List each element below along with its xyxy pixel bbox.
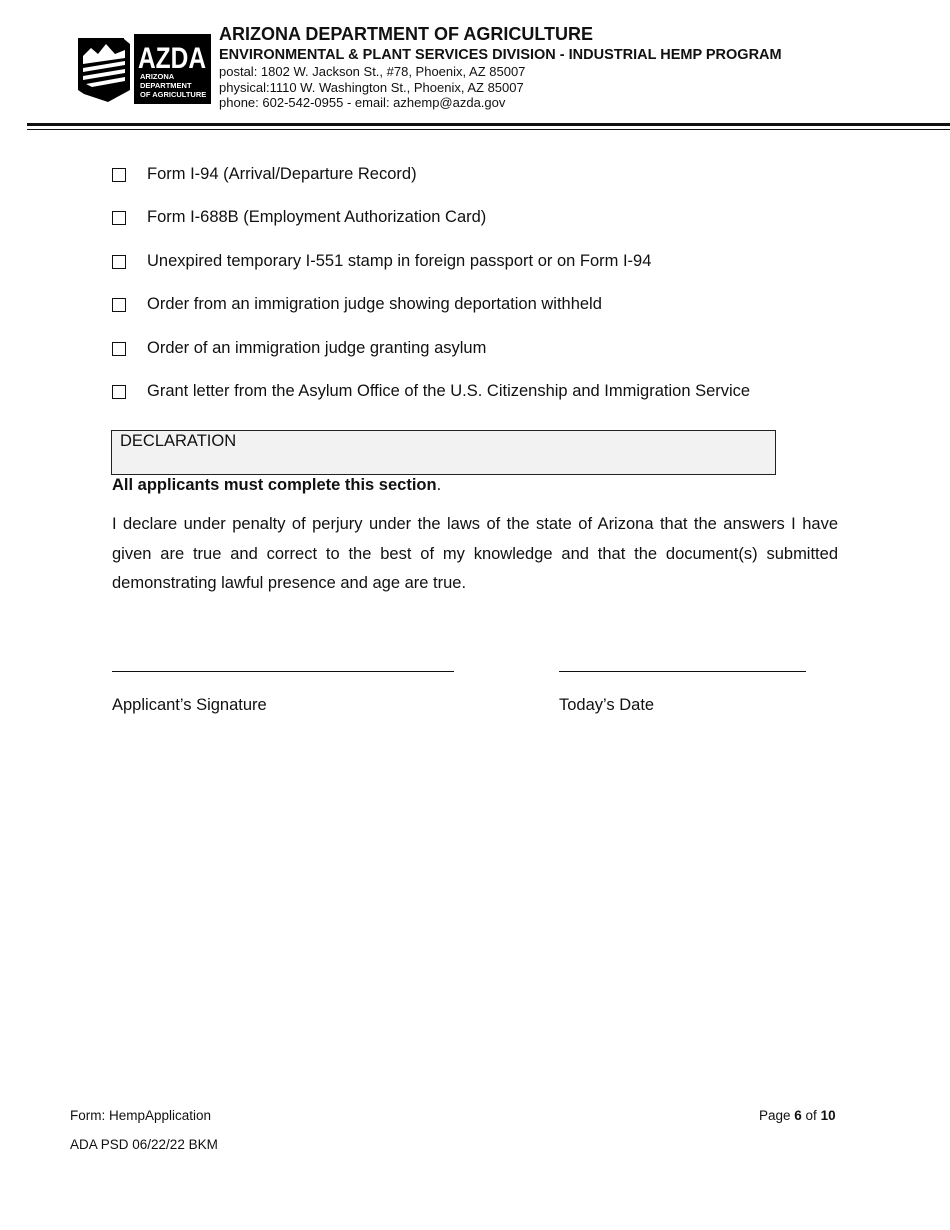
logo-text: AZDA — [138, 42, 206, 75]
footer-revision: ADA PSD 06/22/22 BKM — [70, 1137, 218, 1152]
checkbox-label: Form I-688B (Employment Authorization Card) — [147, 208, 487, 226]
requirement-bold: All applicants must complete this section — [112, 476, 437, 494]
page-number — [759, 1108, 836, 1123]
declaration-requirement — [112, 476, 441, 495]
contact-info: phone: 602-542-0955 - email: azhemp@azda.gov — [219, 95, 506, 111]
logo-subtext-1: ARIZONA — [140, 72, 175, 81]
header-rule-thin — [27, 129, 950, 130]
postal-address: postal: 1802 W. Jackson St., #78, Phoenix, AZ 85007 — [219, 63, 526, 79]
date-label: Today’s Date — [559, 696, 655, 714]
declaration-text: I declare under penalty of perjury under the laws of the state of Arizona that the answers I have given are true and correct to the best of my knowledge and that the document(s) submitted demonstrating lawful presence and age are true. — [112, 515, 838, 592]
checkbox-label: Form I-94 (Arrival/Departure Record) — [147, 165, 417, 183]
footer-form-label: Form: HempApplication — [70, 1108, 212, 1123]
checkbox[interactable] — [112, 385, 126, 399]
logo-subtext-3: OF AGRICULTURE — [140, 90, 207, 99]
page-of: of — [801, 1108, 821, 1123]
checkbox-label: Order of an immigration judge granting asylum — [147, 339, 487, 357]
page-current: 6 — [794, 1108, 802, 1123]
division-name: ENVIRONMENTAL & PLANT SERVICES DIVISION - INDUSTRIAL HEMP PROGRAM — [219, 46, 782, 63]
physical-address: physical:1110 W. Washington St., Phoenix, AZ 85007 — [219, 79, 524, 95]
checkbox-label: Grant letter from the Asylum Office of the U.S. Citizenship and Immigration Service — [147, 382, 751, 400]
azda-logo — [74, 34, 211, 104]
signature-label: Applicant’s Signature — [112, 696, 267, 714]
letterhead — [219, 24, 782, 111]
checkbox-label: Order from an immigration judge showing deportation withheld — [147, 295, 602, 313]
page-total: 10 — [820, 1108, 836, 1123]
logo-subtext-2: DEPARTMENT — [140, 81, 192, 90]
signature-line[interactable] — [112, 671, 454, 672]
checkbox[interactable] — [112, 168, 126, 182]
checkbox[interactable] — [112, 298, 126, 312]
checkbox[interactable] — [112, 342, 126, 356]
date-line[interactable] — [559, 671, 806, 672]
org-name: ARIZONA DEPARTMENT OF AGRICULTURE — [219, 24, 593, 44]
requirement-end: . — [436, 476, 442, 494]
checkbox-label: Unexpired temporary I-551 stamp in foreign passport or on Form I-94 — [147, 252, 652, 270]
page-prefix: Page — [759, 1108, 795, 1123]
checkbox[interactable] — [112, 255, 126, 269]
checkbox[interactable] — [112, 211, 126, 225]
header-rule-thick — [27, 123, 950, 126]
declaration-heading: DECLARATION — [111, 430, 776, 475]
